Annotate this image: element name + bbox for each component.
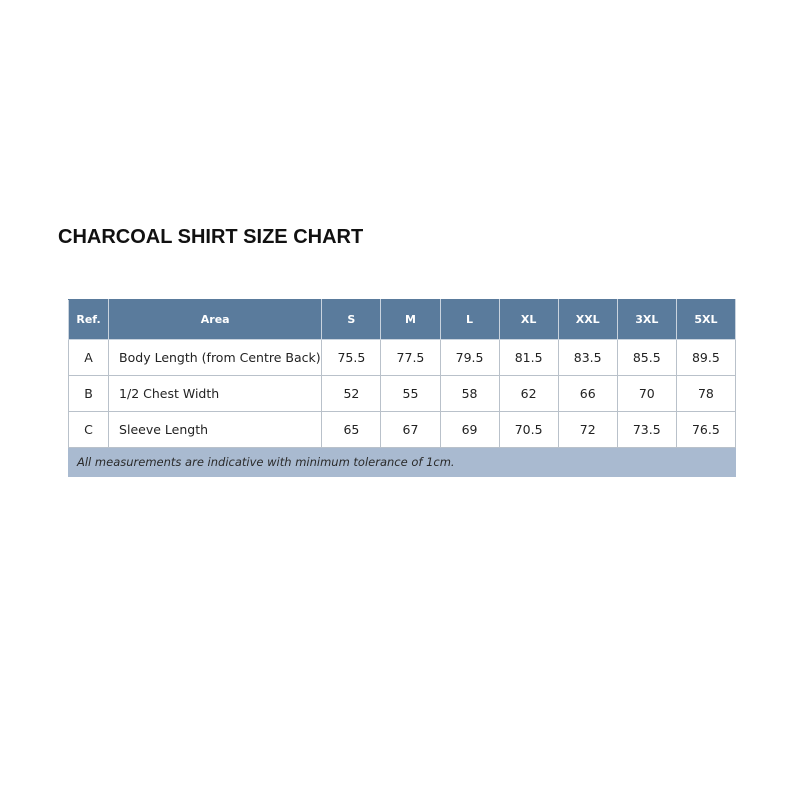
header-size-5xl: 5XL bbox=[676, 300, 735, 340]
cell-value: 65 bbox=[322, 412, 381, 448]
cell-value: 52 bbox=[322, 376, 381, 412]
table-row bbox=[69, 340, 736, 376]
size-chart-table bbox=[68, 299, 736, 477]
cell-value: 67 bbox=[381, 412, 440, 448]
cell-value: 55 bbox=[381, 376, 440, 412]
cell-value: 58 bbox=[440, 376, 499, 412]
header-size-xxl: XXL bbox=[558, 300, 617, 340]
cell-value: 83.5 bbox=[558, 340, 617, 376]
cell-value: 75.5 bbox=[322, 340, 381, 376]
header-size-l: L bbox=[440, 300, 499, 340]
row-area: Sleeve Length bbox=[109, 412, 322, 448]
cell-value: 77.5 bbox=[381, 340, 440, 376]
cell-value: 73.5 bbox=[617, 412, 676, 448]
header-area: Area bbox=[109, 300, 322, 340]
row-ref: C bbox=[69, 412, 109, 448]
table-row bbox=[69, 376, 736, 412]
cell-value: 78 bbox=[676, 376, 735, 412]
header-size-s: S bbox=[322, 300, 381, 340]
cell-value: 66 bbox=[558, 376, 617, 412]
cell-value: 62 bbox=[499, 376, 558, 412]
header-size-3xl: 3XL bbox=[617, 300, 676, 340]
cell-value: 70.5 bbox=[499, 412, 558, 448]
cell-value: 70 bbox=[617, 376, 676, 412]
cell-value: 89.5 bbox=[676, 340, 735, 376]
page-title: CHARCOAL SHIRT SIZE CHART bbox=[58, 226, 364, 248]
row-ref: B bbox=[69, 376, 109, 412]
tolerance-note: All measurements are indicative with minimum tolerance of 1cm. bbox=[69, 448, 736, 477]
row-ref: A bbox=[69, 340, 109, 376]
header-size-xl: XL bbox=[499, 300, 558, 340]
header-size-m: M bbox=[381, 300, 440, 340]
header-ref: Ref. bbox=[69, 300, 109, 340]
row-area: 1/2 Chest Width bbox=[109, 376, 322, 412]
table-header-row bbox=[69, 300, 736, 340]
cell-value: 85.5 bbox=[617, 340, 676, 376]
row-area: Body Length (from Centre Back) bbox=[109, 340, 322, 376]
cell-value: 69 bbox=[440, 412, 499, 448]
table-row bbox=[69, 412, 736, 448]
cell-value: 76.5 bbox=[676, 412, 735, 448]
cell-value: 72 bbox=[558, 412, 617, 448]
cell-value: 81.5 bbox=[499, 340, 558, 376]
cell-value: 79.5 bbox=[440, 340, 499, 376]
table-note-row bbox=[69, 448, 736, 477]
